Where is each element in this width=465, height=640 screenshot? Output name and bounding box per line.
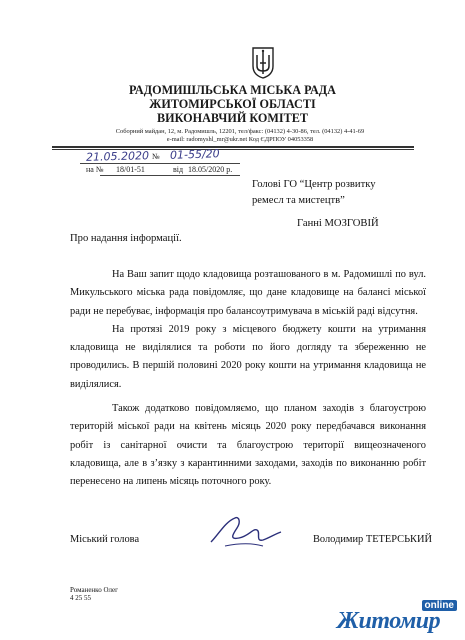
header-line-3: ВИКОНАВЧИЙ КОМІТЕТ <box>156 111 309 125</box>
subject: Про надання інформації. <box>70 233 182 244</box>
recipient-line-1: Голові ГО “Центр розвитку <box>252 179 376 190</box>
ref-from-label: від <box>173 165 184 174</box>
paragraph-3: Також додатково повідомляємо, що планом заходів з благоустрою територій міської ради на квітень місяць 2020 року передбачався виконання робіт із санітарної очисти та благоустрою території вищеозначеного кладовища, але в з’язку з карантинними заходами, заходів по виконанню робіт перенесено на липень місяць поточного року. <box>70 403 426 488</box>
coat-of-arms-icon <box>251 46 275 80</box>
handwritten-date: 21.05.2020 <box>85 149 150 164</box>
header-address: Соборний майдан, 12, м. Радомишль, 12201, тел/факс: (04132) 4-30-86, тел. (04132) 4-41-69 <box>115 128 365 135</box>
watermark-main: Житомир <box>337 608 441 634</box>
header-line-2: ЖИТОМИРСЬКОЇ ОБЛАСТІ <box>149 97 316 111</box>
site-watermark <box>337 602 461 636</box>
header-line-1: РАДОМИШЛЬСЬКА МІСЬКА РАДА <box>129 83 336 97</box>
signature-name: Володимир ТЕТЕРСЬКИЙ <box>313 534 432 545</box>
executor-name: Романенко Олег <box>70 586 118 594</box>
letter-body <box>70 266 426 492</box>
header-email: e-mail: radomyshl_mr@ukr.net Код ЄДРПОУ 04053358 <box>166 136 314 143</box>
number-label: № <box>152 152 160 161</box>
handwritten-number: 01-55/20 <box>169 147 220 162</box>
handwritten-signature <box>205 512 285 552</box>
header-rule <box>52 146 414 148</box>
paragraph-2: На протязі 2019 року з місцевого бюджету кошти на утримання кладовища не виділялися та роботи по його догляду та збереженню не проводились. В першій половині 2020 року кошти на утримання кладовища не виділялися. <box>70 323 426 390</box>
ref-date: 18.05/2020 р. <box>188 165 233 174</box>
watermark-suffix: online <box>422 600 457 611</box>
ref-number: 18/01-51 <box>116 165 145 174</box>
ref-underline <box>100 175 240 176</box>
signature-position: Міський голова <box>70 534 140 545</box>
recipient-line-3: Ганні МОЗГОВІЙ <box>297 218 379 229</box>
ref-prefix: на № <box>86 165 104 174</box>
recipient-line-2: ремесл та мистецтв” <box>252 195 345 206</box>
executor-phone: 4 25 55 <box>70 594 91 602</box>
paragraph-1: На Ваш запит щодо кладовища розташованого в м. Радомишлі по вул. Микульського міська рада повідомляє, що дане кладовище на балансі міської ради не перебуває, інформація про балансоутримувача в міській раді відсутня. <box>70 269 426 317</box>
number-underline <box>80 163 240 164</box>
